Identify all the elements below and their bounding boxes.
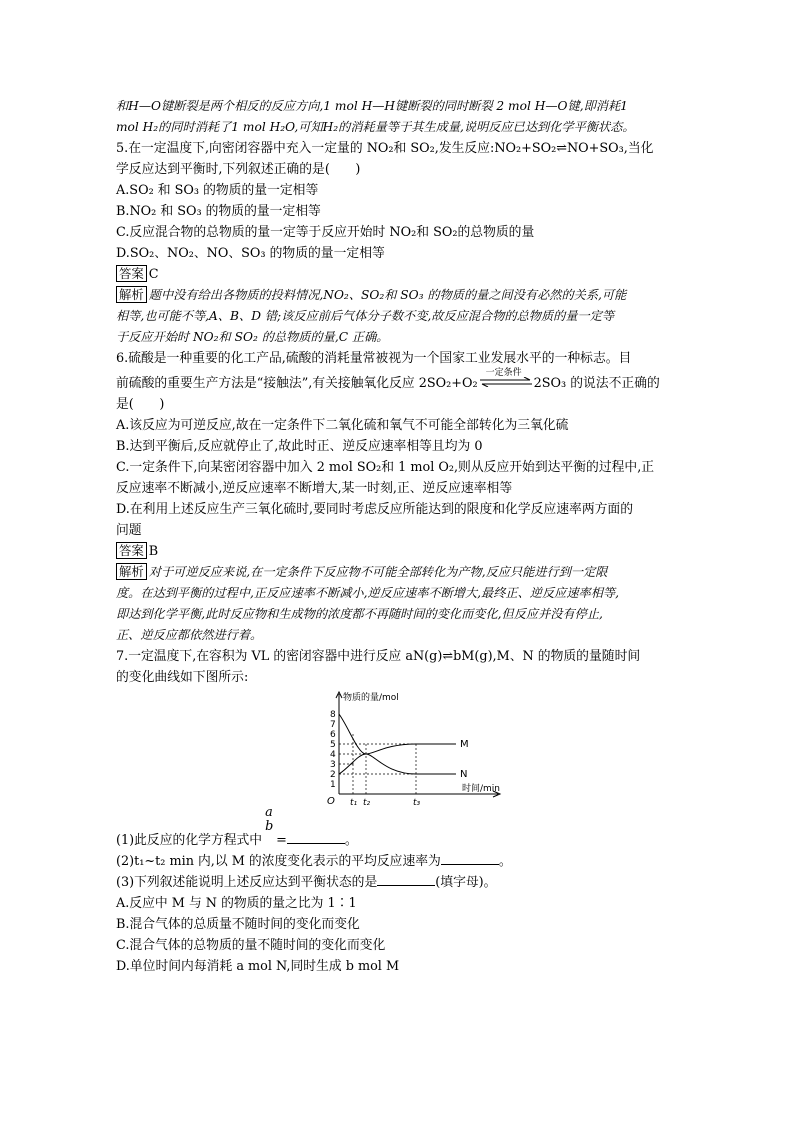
q6-analysis-1 [116, 562, 686, 583]
y-tick-label: 3 [330, 760, 336, 770]
q5-analysis-text-1: 题中没有给出各物质的投料情况,NO₂、SO₂和 SO₃ 的物质的量之间没有必然的关系,可能 [148, 288, 627, 302]
q6-stem-line-1: 6.硫酸是一种重要的化工产品,硫酸的消耗量常被视为一个国家工业发展水平的一种标志。目 [116, 351, 632, 366]
q5-analysis-2: 相等,也可能不等,A、B、D 错;该反应前后气体分子数不变,故反应混合物的总物质的量一定等 [116, 309, 615, 323]
q7-chart [116, 688, 686, 808]
q7-sub-2 [116, 851, 686, 872]
q7-sub-3-text: (3)下列叙述能说明上述反应达到平衡状态的是 [116, 875, 378, 890]
y-tick-label: 1 [330, 780, 336, 790]
q7-sub-2-text: (2)t₁~t₂ min 内,以 M 的浓度变化表示的平均反应速率为 [116, 854, 441, 869]
analysis-tag: 解析 [116, 563, 147, 580]
q5-answer [116, 264, 686, 285]
q7-chart-container [116, 688, 686, 808]
q7-option-b: B.混合气体的总质量不随时间的变化而变化 [116, 917, 360, 932]
q7-sub-2-end: 。 [498, 854, 512, 869]
origin-label: O [327, 796, 335, 807]
q7-fraction [262, 805, 276, 844]
x-tick-label: t₁ [350, 798, 358, 808]
q7-sub-2-blank [441, 852, 499, 865]
y-tick-label: 2 [330, 770, 336, 780]
answer-tag: 答案 [116, 542, 147, 559]
q7-sub-3-blank [377, 873, 435, 886]
q5-answer-value: C [148, 267, 159, 282]
q5-option-b: B.NO₂ 和 SO₃ 的物质的量一定相等 [116, 204, 321, 219]
q7-sub-1-end: 。 [344, 833, 358, 848]
q6-equilibrium-arrow [478, 368, 534, 389]
q6-option-c-1: C.一定条件下,向某密闭容器中加入 2 mol SO₂和 1 mol O₂,则从反应开始到达平衡的过程中,正 [116, 460, 655, 475]
q7-stem-line-2: 的变化曲线如下图所示: [116, 670, 249, 685]
prev-analysis-line-2: mol H₂的同时消耗了1 mol H₂O,可知H₂的消耗量等于其生成量,说明反应已达到化学平衡状态。 [116, 120, 635, 134]
q5-stem-line-1: 5.在一定温度下,向密闭容器中充入一定量的 NO₂和 SO₂,发生反应:NO₂+SO₂⇌NO+SO₃,当化 [116, 141, 654, 156]
q7-sub-1-blank [287, 831, 345, 844]
q6-stem-line-3: 是( ) [116, 397, 165, 412]
y-tick-label: 7 [330, 720, 336, 730]
y-axis-label: 物质的量/mol [343, 693, 399, 703]
q7-sub-1-text: (1)此反应的化学方程式中 [116, 833, 263, 848]
q6-analysis-3: 即达到化学平衡,此时反应物和生成物的浓度都不再随时间的变化而变化,但反应并没有停止, [116, 607, 603, 621]
q6-option-b: B.达到平衡后,反应就停止了,故此时正、逆反应速率相等且均为 0 [116, 439, 483, 454]
q7-stem-line-1: 7.一定温度下,在容积为 VL 的密闭容器中进行反应 aN(g)⇌bM(g),M、N 的物质的量随时间 [116, 649, 641, 664]
x-axis-label: 时间/min [462, 784, 501, 794]
series-line-M [339, 744, 456, 774]
q6-option-a: A.该反应为可逆反应,故在一定条件下二氧化硫和氧气不可能全部转化为三氧化硫 [116, 418, 569, 433]
q5-option-d: D.SO₂、NO₂、NO、SO₃ 的物质的量一定相等 [116, 246, 385, 261]
q6-stem-2a: 前硫酸的重要生产方法是“接触法”,有关接触氧化反应 2SO₂+O₂ [116, 376, 478, 391]
q5-analysis-3: 于反应开始时 NO₂和 SO₂ 的总物质的量,C 正确。 [116, 330, 389, 344]
q7-sub-1-eq: = [276, 833, 287, 848]
q5-analysis-1 [116, 285, 686, 306]
q6-analysis-2: 度。在达到平衡的过程中,正反应速率不断减小,逆反应速率不断增大,最终正、逆反应速率相等, [116, 586, 619, 600]
q5-option-c: C.反应混合物的总物质的量一定等于反应开始时 NO₂和 SO₂的总物质的量 [116, 225, 535, 240]
q6-stem-line-2 [116, 368, 686, 394]
series-label-M: M [460, 739, 469, 750]
q7-option-d: D.单位时间内每消耗 a mol N,同时生成 b mol M [116, 959, 400, 974]
x-tick-label: t₃ [413, 798, 421, 808]
q7-sub-3 [116, 872, 686, 893]
q7-fraction-denominator: b [265, 819, 274, 834]
y-tick-label: 8 [330, 710, 336, 720]
q7-sub-1 [116, 805, 686, 851]
q6-answer [116, 541, 686, 562]
series-label-N: N [460, 769, 468, 780]
q5-stem-line-2: 学反应达到平衡时,下列叙述正确的是( ) [116, 162, 361, 177]
q6-option-d-1: D.在利用上述反应生产三氧化硫时,要同时考虑反应所能达到的限度和化学反应速率两方面的 [116, 502, 634, 517]
q6-analysis-4: 正、逆反应都依然进行着。 [116, 628, 263, 642]
y-tick-label: 5 [330, 740, 336, 750]
x-tick-label: t₂ [363, 798, 371, 808]
q7-fraction-numerator: a [265, 805, 273, 820]
prev-analysis-line-1: 和H—O键断裂是两个相反的反应方向,1 mol H—H键断裂的同时断裂 2 mol H—O键,即消耗1 [116, 99, 628, 113]
y-tick-label: 6 [330, 730, 336, 740]
q7-sub-3-end: (填字母)。 [435, 875, 497, 890]
y-tick-label: 4 [330, 750, 336, 760]
q6-stem-2b: 2SO₃ 的说法不正确的 [533, 376, 660, 391]
answer-tag: 答案 [116, 265, 147, 282]
q6-option-c-2: 反应速率不断减小,逆反应速率不断增大,某一时刻,正、逆反应速率相等 [116, 481, 513, 496]
q6-condition: 一定条件 [485, 368, 522, 378]
q7-option-a: A.反应中 M 与 N 的物质的量之比为 1∶1 [116, 896, 357, 911]
q6-option-d-2: 问题 [116, 523, 142, 538]
document-page [116, 96, 686, 977]
q6-analysis-text-1: 对于可逆反应来说,在一定条件下反应物不可能全部转化为产物,反应只能进行到一定限 [148, 565, 608, 579]
analysis-tag: 解析 [116, 286, 147, 303]
q7-option-c: C.混合气体的总物质的量不随时间的变化而变化 [116, 938, 386, 953]
q5-option-a: A.SO₂ 和 SO₃ 的物质的量一定相等 [116, 183, 319, 198]
q6-answer-value: B [148, 544, 159, 559]
